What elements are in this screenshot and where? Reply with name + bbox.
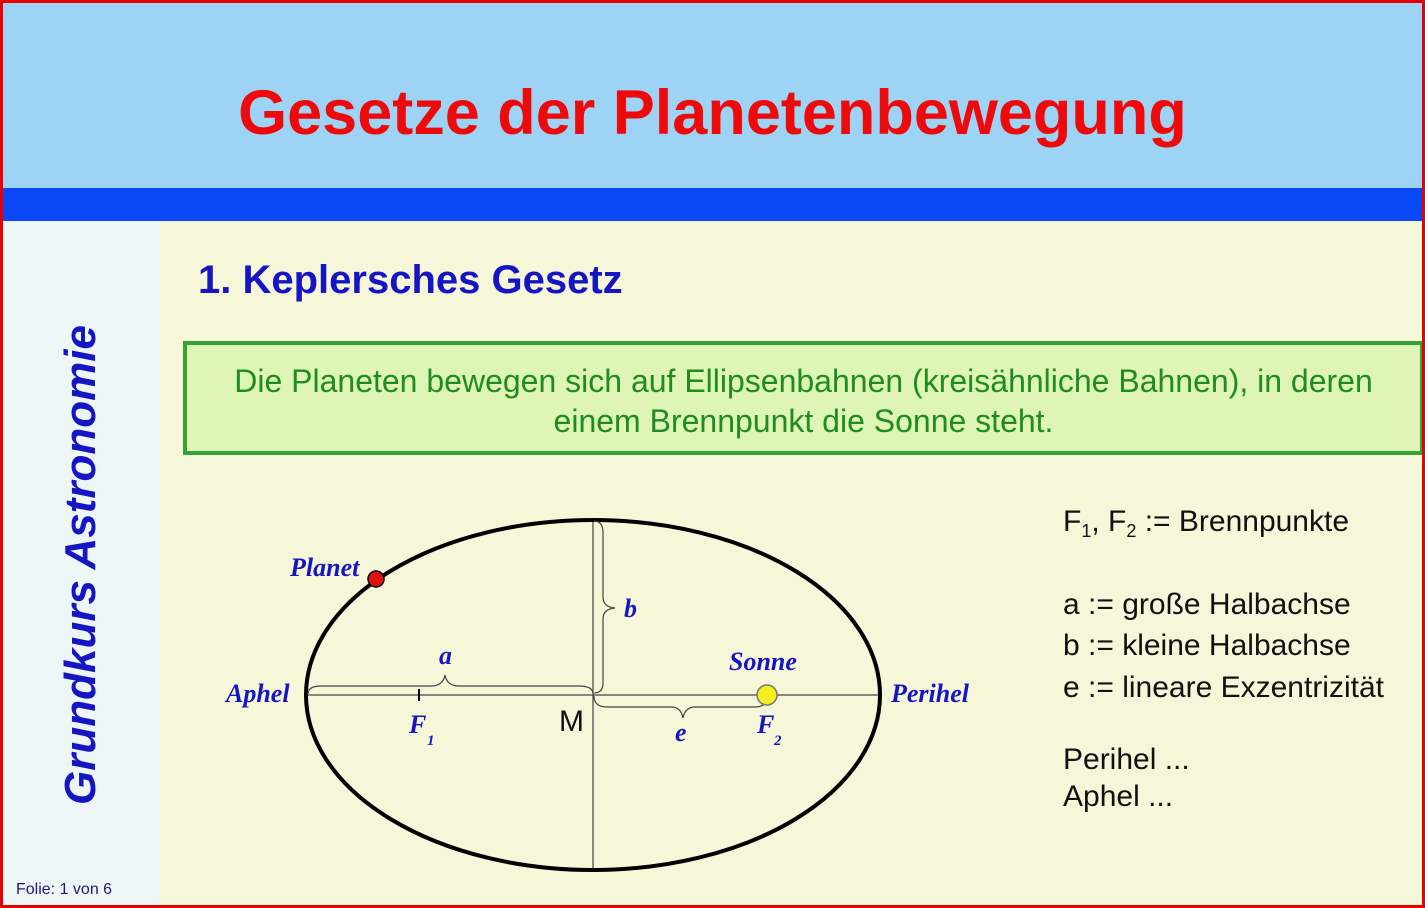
brace-a [308, 675, 593, 694]
legend-f2-sub: 2 [1126, 521, 1137, 541]
brace-b [594, 521, 615, 693]
f2-subscript: 2 [774, 733, 782, 749]
b-label: b [624, 594, 637, 623]
perihel-label: Perihel [891, 679, 969, 708]
legend-f1: F [1063, 505, 1082, 538]
f2-label: F [757, 710, 775, 739]
legend-aphel: Aphel ... [1063, 780, 1174, 813]
slide-counter: Folie: 1 von 6 [16, 881, 113, 898]
brace-e [594, 696, 767, 718]
planet-marker [368, 571, 384, 587]
e-label: e [675, 718, 687, 747]
slide-title: Gesetze der Planetenbewegung [238, 78, 1187, 148]
f1-label: F [409, 710, 427, 739]
legend-b: b := kleine Halbachse [1063, 629, 1351, 662]
section-title: 1. Keplersches Gesetz [198, 258, 623, 302]
center-label: M [559, 705, 584, 738]
planet-label: Planet [290, 553, 360, 582]
legend-foci [1063, 505, 1349, 542]
f1-subscript: 1 [427, 733, 435, 749]
sun-marker [757, 685, 777, 705]
legend-perihel: Perihel ... [1063, 743, 1190, 776]
sidebar-course-label: Grundkurs Astronomie [56, 325, 105, 805]
legend-f2: , F [1091, 505, 1127, 538]
orbit-diagram [3, 3, 1425, 908]
legend-foci-def: := Brennpunkte [1136, 505, 1350, 538]
legend-f1-sub: 1 [1081, 521, 1092, 541]
aphel-label: Aphel [226, 679, 290, 708]
legend-a: a := große Halbachse [1063, 588, 1351, 621]
law-statement-text: Die Planeten bewegen sich auf Ellipsenbahnen (kreisähnliche Bahnen), in deren einem Brennpunkt die Sonne steht. [234, 363, 1373, 439]
legend-e: e := lineare Exzentrizität [1063, 671, 1384, 704]
sun-label: Sonne [729, 647, 797, 676]
a-label: a [439, 641, 452, 670]
